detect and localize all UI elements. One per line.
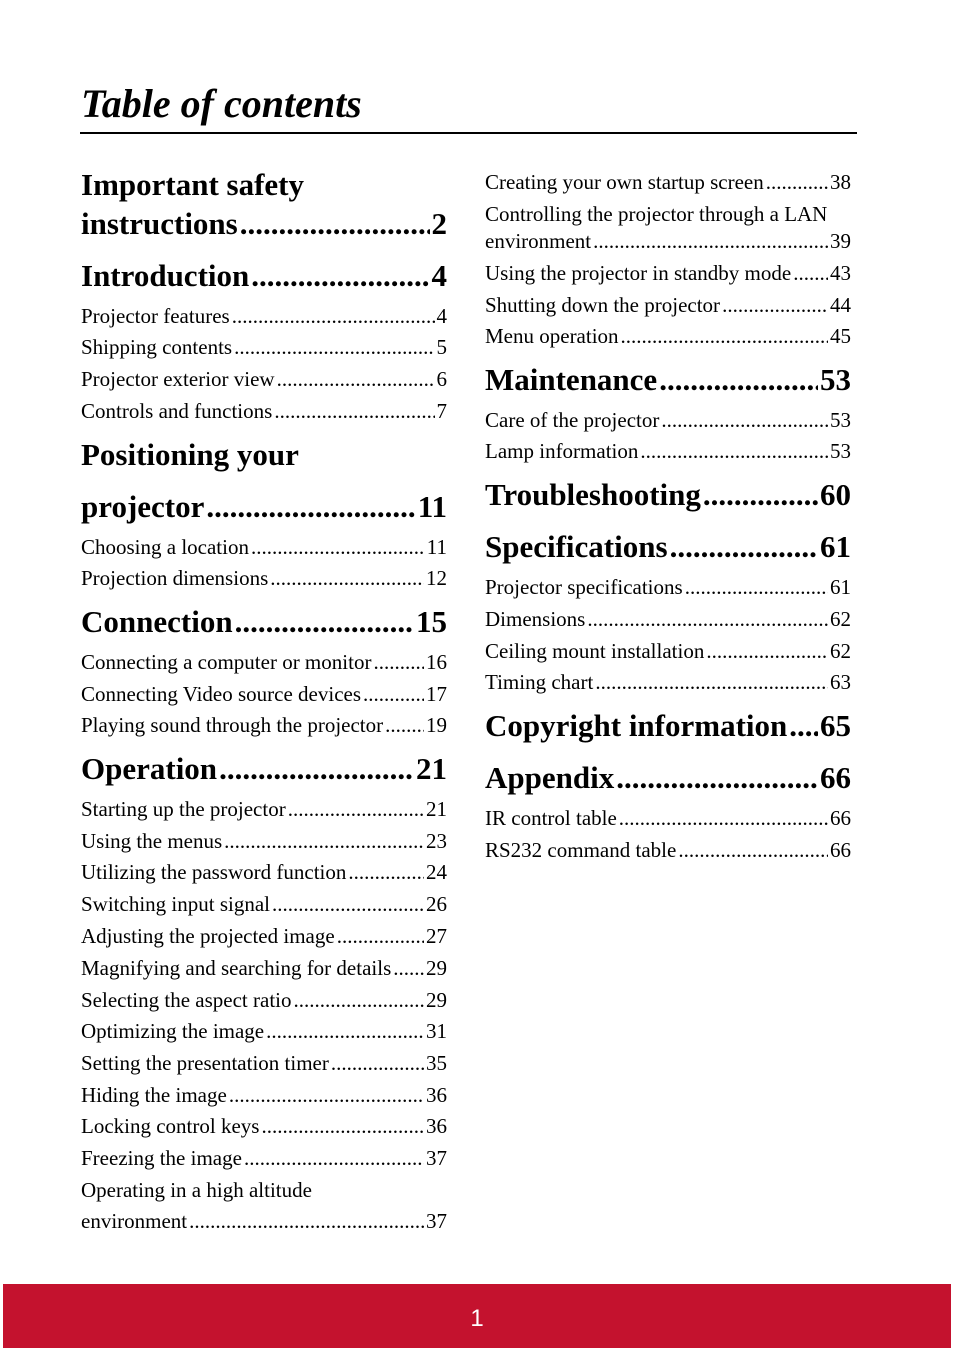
toc-entry-setting-the-presentation-timer[interactable] bbox=[81, 1049, 447, 1077]
entry-page-number: 44 bbox=[830, 293, 851, 317]
entry-page-number: 19 bbox=[426, 713, 447, 737]
entry-page-number: 21 bbox=[416, 751, 447, 786]
dot-leader bbox=[619, 804, 828, 832]
toc-entry-projector-specifications[interactable] bbox=[485, 573, 851, 601]
entry-page-number: 39 bbox=[830, 229, 851, 253]
entry-page-number: 65 bbox=[820, 708, 851, 743]
dot-leader bbox=[331, 1049, 424, 1077]
toc-line-operating-in-a-high-altitude[interactable]: Operating in a high altitude bbox=[81, 1178, 312, 1202]
entry-page-number: 16 bbox=[426, 650, 447, 674]
entry-page-number: 53 bbox=[820, 362, 851, 397]
entry-title: RS232 command table bbox=[485, 838, 677, 862]
entry-page-number: 62 bbox=[830, 607, 851, 631]
entry-page-number: 36 bbox=[426, 1083, 447, 1107]
entry-page-number: 66 bbox=[830, 838, 851, 862]
toc-entry-hiding-the-image[interactable] bbox=[81, 1081, 447, 1109]
toc-section-operation[interactable] bbox=[81, 749, 447, 789]
dot-leader bbox=[703, 475, 818, 515]
entry-title: Maintenance bbox=[485, 362, 658, 397]
toc-line-positioning-your[interactable]: Positioning your bbox=[81, 437, 299, 472]
toc-entry-selecting-the-aspect-ratio[interactable] bbox=[81, 986, 447, 1014]
dot-leader bbox=[251, 256, 429, 296]
dot-leader bbox=[659, 360, 818, 400]
entry-page-number: 6 bbox=[436, 367, 447, 391]
dot-leader bbox=[616, 758, 818, 798]
entry-title: Projection dimensions bbox=[81, 566, 269, 590]
toc-entry-environment[interactable] bbox=[485, 227, 851, 255]
entry-title: environment bbox=[485, 229, 592, 253]
toc-section-connection[interactable] bbox=[81, 602, 447, 642]
entry-title: Connecting Video source devices bbox=[81, 682, 362, 706]
dot-leader bbox=[229, 1081, 424, 1109]
entry-title: Appendix bbox=[485, 760, 615, 795]
toc-entry-shipping-contents[interactable] bbox=[81, 333, 447, 361]
toc-entry-optimizing-the-image[interactable] bbox=[81, 1017, 447, 1045]
entry-title: Magnifying and searching for details bbox=[81, 956, 392, 980]
toc-entry-lamp-information[interactable] bbox=[485, 437, 851, 465]
dot-leader bbox=[240, 204, 430, 244]
entry-page-number: 53 bbox=[830, 439, 851, 463]
title-rule bbox=[80, 132, 857, 134]
entry-title: Introduction bbox=[81, 258, 250, 293]
dot-leader bbox=[234, 333, 434, 361]
dot-leader bbox=[706, 637, 828, 665]
toc-section-troubleshooting[interactable] bbox=[485, 475, 851, 515]
entry-page-number: 38 bbox=[830, 170, 851, 194]
page-number: 1 bbox=[470, 1305, 484, 1332]
entry-page-number: 27 bbox=[426, 924, 447, 948]
entry-title: Creating your own startup screen bbox=[485, 170, 764, 194]
entry-page-number: 62 bbox=[830, 639, 851, 663]
entry-title: projector bbox=[81, 489, 205, 524]
entry-page-number: 26 bbox=[426, 892, 447, 916]
entry-title: Controls and functions bbox=[81, 399, 273, 423]
dot-leader bbox=[678, 836, 828, 864]
entry-title: Choosing a location bbox=[81, 535, 249, 559]
toc-entry-environment[interactable] bbox=[81, 1207, 447, 1235]
dot-leader bbox=[235, 602, 414, 642]
dot-leader bbox=[661, 406, 828, 434]
entry-title: Optimizing the image bbox=[81, 1019, 265, 1043]
dot-leader bbox=[373, 648, 424, 676]
entry-title: environment bbox=[81, 1209, 188, 1233]
entry-title: Using the menus bbox=[81, 829, 223, 853]
toc-entry-freezing-the-image[interactable] bbox=[81, 1144, 447, 1172]
entry-title: Projector specifications bbox=[485, 575, 683, 599]
entry-page-number: 31 bbox=[426, 1019, 447, 1043]
toc-entry-choosing-a-location[interactable] bbox=[81, 533, 447, 561]
dot-leader bbox=[261, 1112, 424, 1140]
entry-page-number: 7 bbox=[436, 399, 447, 423]
dot-leader bbox=[385, 711, 424, 739]
entry-page-number: 21 bbox=[426, 797, 447, 821]
toc-entry-shutting-down-the-projector[interactable] bbox=[485, 291, 851, 319]
dot-leader bbox=[277, 365, 435, 393]
entry-page-number: 43 bbox=[830, 261, 851, 285]
toc-section-maintenance[interactable] bbox=[485, 360, 851, 400]
dot-leader bbox=[224, 827, 424, 855]
dot-leader bbox=[337, 922, 424, 950]
entry-title: Shipping contents bbox=[81, 335, 233, 359]
dot-leader bbox=[251, 533, 425, 561]
dot-leader bbox=[189, 1207, 424, 1235]
toc-entry-utilizing-the-password-function[interactable] bbox=[81, 858, 447, 886]
entry-title: Specifications bbox=[485, 529, 668, 564]
entry-title: Dimensions bbox=[485, 607, 586, 631]
toc-entry-using-the-projector-in-standby-mode[interactable] bbox=[485, 259, 851, 287]
dot-leader bbox=[766, 168, 828, 196]
entry-page-number: 66 bbox=[820, 760, 851, 795]
toc-section-introduction[interactable] bbox=[81, 256, 447, 296]
toc-section-copyright-information[interactable] bbox=[485, 706, 851, 746]
dot-leader bbox=[640, 437, 828, 465]
entry-title: Switching input signal bbox=[81, 892, 270, 916]
dot-leader bbox=[595, 668, 828, 696]
entry-title: Hiding the image bbox=[81, 1083, 227, 1107]
toc-line-controlling-the-projector-through-a-lan[interactable]: Controlling the projector through a LAN bbox=[485, 202, 828, 226]
toc-entry-adjusting-the-projected-image[interactable] bbox=[81, 922, 447, 950]
toc-entry-using-the-menus[interactable] bbox=[81, 827, 447, 855]
entry-title: Projector features bbox=[81, 304, 230, 328]
entry-page-number: 63 bbox=[830, 670, 851, 694]
entry-title: instructions bbox=[81, 206, 238, 241]
toc-entry-starting-up-the-projector[interactable] bbox=[81, 795, 447, 823]
entry-page-number: 61 bbox=[820, 529, 851, 564]
dot-leader bbox=[587, 605, 828, 633]
entry-page-number: 11 bbox=[426, 535, 447, 559]
entry-page-number: 29 bbox=[426, 988, 447, 1012]
entry-page-number: 24 bbox=[426, 860, 447, 884]
toc-entry-timing-chart[interactable] bbox=[485, 668, 851, 696]
dot-leader bbox=[272, 890, 424, 918]
dot-leader bbox=[232, 302, 435, 330]
entry-page-number: 15 bbox=[416, 604, 447, 639]
entry-title: Timing chart bbox=[485, 670, 594, 694]
entry-title: Menu operation bbox=[485, 324, 619, 348]
toc-section-appendix[interactable] bbox=[485, 758, 851, 798]
entry-title: IR control table bbox=[485, 806, 617, 830]
toc-entry-magnifying-and-searching-for-details[interactable] bbox=[81, 954, 447, 982]
entry-page-number: 5 bbox=[436, 335, 447, 359]
dot-leader bbox=[288, 795, 424, 823]
dot-leader bbox=[274, 397, 434, 425]
dot-leader bbox=[266, 1017, 424, 1045]
toc-section-instructions[interactable] bbox=[81, 204, 447, 244]
entry-page-number: 45 bbox=[830, 324, 851, 348]
entry-title: Playing sound through the projector bbox=[81, 713, 384, 737]
entry-page-number: 4 bbox=[431, 258, 447, 293]
entry-page-number: 53 bbox=[830, 408, 851, 432]
toc-entry-menu-operation[interactable] bbox=[485, 322, 851, 350]
toc-entry-projection-dimensions[interactable] bbox=[81, 564, 447, 592]
toc-entry-rs232-command-table[interactable] bbox=[485, 836, 851, 864]
entry-title: Shutting down the projector bbox=[485, 293, 721, 317]
toc-entry-projector-features[interactable] bbox=[81, 302, 447, 330]
entry-page-number: 37 bbox=[426, 1209, 447, 1233]
toc-entry-controls-and-functions[interactable] bbox=[81, 397, 447, 425]
dot-leader bbox=[793, 259, 828, 287]
entry-title: Adjusting the projected image bbox=[81, 924, 335, 948]
entry-page-number: 17 bbox=[426, 682, 447, 706]
dot-leader bbox=[270, 564, 424, 592]
toc-entry-care-of-the-projector[interactable] bbox=[485, 406, 851, 434]
dot-leader bbox=[294, 986, 424, 1014]
entry-page-number: 29 bbox=[426, 956, 447, 980]
dot-leader bbox=[348, 858, 424, 886]
entry-page-number: 35 bbox=[426, 1051, 447, 1075]
toc-entry-connecting-video-source-devices[interactable] bbox=[81, 680, 447, 708]
dot-leader bbox=[206, 487, 415, 527]
dot-leader bbox=[244, 1144, 424, 1172]
entry-title: Projector exterior view bbox=[81, 367, 275, 391]
entry-page-number: 4 bbox=[436, 304, 447, 328]
dot-leader bbox=[363, 680, 424, 708]
entry-page-number: 60 bbox=[820, 477, 851, 512]
toc-entry-creating-your-own-startup-screen[interactable] bbox=[485, 168, 851, 196]
toc-entry-connecting-a-computer-or-monitor[interactable] bbox=[81, 648, 447, 676]
entry-page-number: 66 bbox=[830, 806, 851, 830]
dot-leader bbox=[722, 291, 828, 319]
entry-page-number: 61 bbox=[830, 575, 851, 599]
entry-page-number: 12 bbox=[426, 566, 447, 590]
toc-line-important-safety[interactable]: Important safety bbox=[81, 167, 304, 202]
dot-leader bbox=[670, 527, 818, 567]
entry-title: Copyright information bbox=[485, 708, 788, 743]
toc-entry-switching-input-signal[interactable] bbox=[81, 890, 447, 918]
entry-title: Starting up the projector bbox=[81, 797, 286, 821]
entry-page-number: 11 bbox=[417, 489, 447, 524]
entry-title: Setting the presentation timer bbox=[81, 1051, 329, 1075]
page-footer bbox=[3, 1284, 951, 1348]
toc-entry-projector-exterior-view[interactable] bbox=[81, 365, 447, 393]
toc-section-specifications[interactable] bbox=[485, 527, 851, 567]
dot-leader bbox=[219, 749, 414, 789]
entry-title: Ceiling mount installation bbox=[485, 639, 705, 663]
toc-entry-ceiling-mount-installation[interactable] bbox=[485, 637, 851, 665]
entry-title: Care of the projector bbox=[485, 408, 660, 432]
dot-leader bbox=[393, 954, 424, 982]
entry-page-number: 2 bbox=[431, 206, 447, 241]
page-title: Table of contents bbox=[81, 81, 362, 126]
dot-leader bbox=[789, 706, 818, 746]
entry-title: Connection bbox=[81, 604, 233, 639]
dot-leader bbox=[685, 573, 828, 601]
toc-entry-playing-sound-through-the-projector[interactable] bbox=[81, 711, 447, 739]
entry-title: Operation bbox=[81, 751, 218, 786]
dot-leader bbox=[593, 227, 828, 255]
entry-title: Using the projector in standby mode bbox=[485, 261, 792, 285]
toc-entry-locking-control-keys[interactable] bbox=[81, 1112, 447, 1140]
entry-title: Locking control keys bbox=[81, 1114, 260, 1138]
entry-title: Connecting a computer or monitor bbox=[81, 650, 372, 674]
dot-leader bbox=[621, 322, 828, 350]
toc-entry-ir-control-table[interactable] bbox=[485, 804, 851, 832]
entry-title: Selecting the aspect ratio bbox=[81, 988, 292, 1012]
entry-title: Lamp information bbox=[485, 439, 639, 463]
entry-title: Freezing the image bbox=[81, 1146, 242, 1170]
entry-title: Troubleshooting bbox=[485, 477, 701, 512]
toc-entry-dimensions[interactable] bbox=[485, 605, 851, 633]
entry-page-number: 23 bbox=[426, 829, 447, 853]
toc-section-projector[interactable] bbox=[81, 487, 447, 527]
entry-title: Utilizing the password function bbox=[81, 860, 347, 884]
entry-page-number: 36 bbox=[426, 1114, 447, 1138]
entry-page-number: 37 bbox=[426, 1146, 447, 1170]
